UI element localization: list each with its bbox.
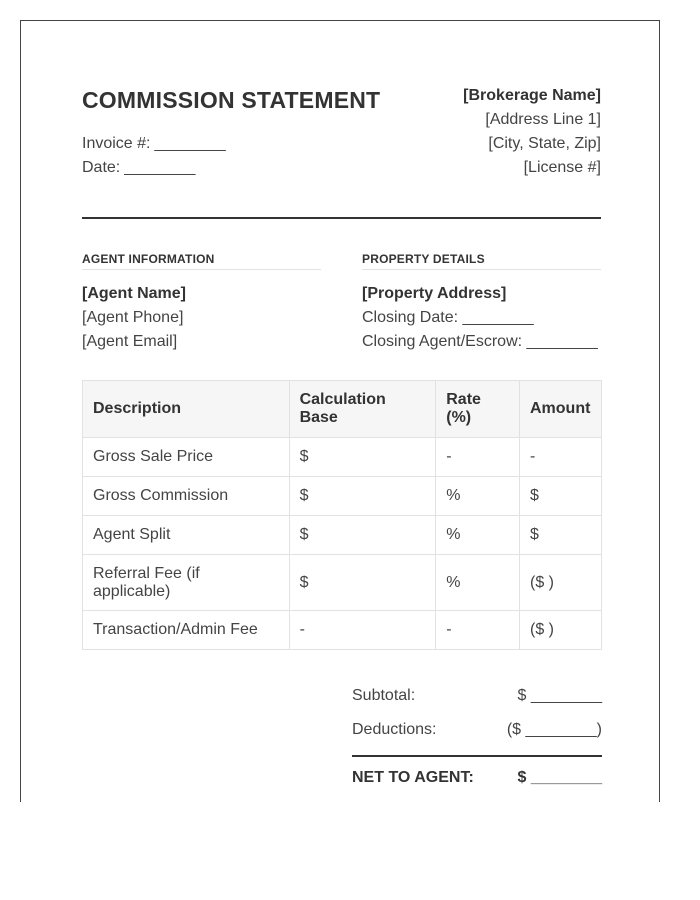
table-cell-amount: ($ ) bbox=[520, 611, 602, 650]
property-address: [Property Address] bbox=[362, 285, 507, 302]
agent-name: [Agent Name] bbox=[82, 285, 187, 302]
table-row bbox=[83, 516, 602, 555]
table-cell-amount: - bbox=[520, 438, 602, 477]
column-header-calculation-base: Calculation Base bbox=[289, 381, 436, 438]
table-cell-description: Gross Sale Price bbox=[83, 438, 290, 477]
table-cell-amount: ($ ) bbox=[520, 555, 602, 611]
agent-information-section bbox=[82, 252, 321, 354]
property-details-section bbox=[362, 252, 601, 354]
column-header-rate: Rate (%) bbox=[436, 381, 520, 438]
table-cell-rate: - bbox=[436, 438, 520, 477]
table-row bbox=[83, 477, 602, 516]
date-line bbox=[82, 159, 195, 177]
totals-block bbox=[352, 687, 602, 803]
invoice-number-line bbox=[82, 135, 226, 153]
brokerage-city: [City, State, Zip] bbox=[488, 135, 601, 152]
table-cell-calculation-base: - bbox=[289, 611, 436, 650]
subtotal-label: Subtotal: bbox=[352, 687, 416, 704]
agent-phone: [Agent Phone] bbox=[82, 309, 184, 326]
date-blank: ________ bbox=[124, 159, 196, 176]
table-cell-calculation-base: $ bbox=[289, 516, 436, 555]
invoice-number-blank: ________ bbox=[154, 135, 226, 152]
column-header-amount: Amount bbox=[520, 381, 602, 438]
property-details-heading: PROPERTY DETAILS bbox=[362, 252, 601, 270]
net-to-agent-value: $ ________ bbox=[517, 769, 602, 786]
column-header-description: Description bbox=[83, 381, 290, 438]
table-cell-description: Gross Commission bbox=[83, 477, 290, 516]
table-cell-rate: % bbox=[436, 477, 520, 516]
brokerage-license: [License #] bbox=[523, 159, 601, 176]
brokerage-address: [Address Line 1] bbox=[485, 111, 601, 128]
table-cell-rate: % bbox=[436, 555, 520, 611]
table-cell-description: Transaction/Admin Fee bbox=[83, 611, 290, 650]
document-page bbox=[20, 20, 660, 802]
table-row bbox=[83, 611, 602, 650]
table-cell-description: Referral Fee (if applicable) bbox=[83, 555, 290, 611]
table-cell-amount: $ bbox=[520, 516, 602, 555]
totals-divider bbox=[352, 755, 602, 757]
table-cell-amount: $ bbox=[520, 477, 602, 516]
brokerage-name: [Brokerage Name] bbox=[463, 87, 601, 104]
table-cell-rate: % bbox=[436, 516, 520, 555]
table-cell-description: Agent Split bbox=[83, 516, 290, 555]
table-header-row bbox=[83, 381, 602, 438]
agent-information-heading: AGENT INFORMATION bbox=[82, 252, 321, 270]
net-to-agent-label: NET TO AGENT: bbox=[352, 769, 474, 786]
deductions-label: Deductions: bbox=[352, 721, 437, 738]
deductions-row bbox=[352, 721, 602, 743]
table-row bbox=[83, 555, 602, 611]
commission-table bbox=[82, 380, 602, 650]
header-divider bbox=[82, 217, 601, 219]
table-cell-calculation-base: $ bbox=[289, 555, 436, 611]
table-cell-calculation-base: $ bbox=[289, 477, 436, 516]
date-label: Date: bbox=[82, 159, 121, 176]
net-to-agent-row bbox=[352, 769, 602, 791]
table-cell-calculation-base: $ bbox=[289, 438, 436, 477]
page-title: COMMISSION STATEMENT bbox=[82, 87, 381, 113]
brokerage-block bbox=[463, 84, 601, 180]
subtotal-row bbox=[352, 687, 602, 709]
table-cell-rate: - bbox=[436, 611, 520, 650]
closing-date: Closing Date: ________ bbox=[362, 309, 534, 326]
agent-email: [Agent Email] bbox=[82, 333, 178, 350]
table-row bbox=[83, 438, 602, 477]
invoice-number-label: Invoice #: bbox=[82, 135, 151, 152]
closing-agent-escrow: Closing Agent/Escrow: ________ bbox=[362, 333, 598, 350]
deductions-value: ($ ________) bbox=[506, 721, 602, 738]
subtotal-value: $ ________ bbox=[517, 687, 602, 704]
